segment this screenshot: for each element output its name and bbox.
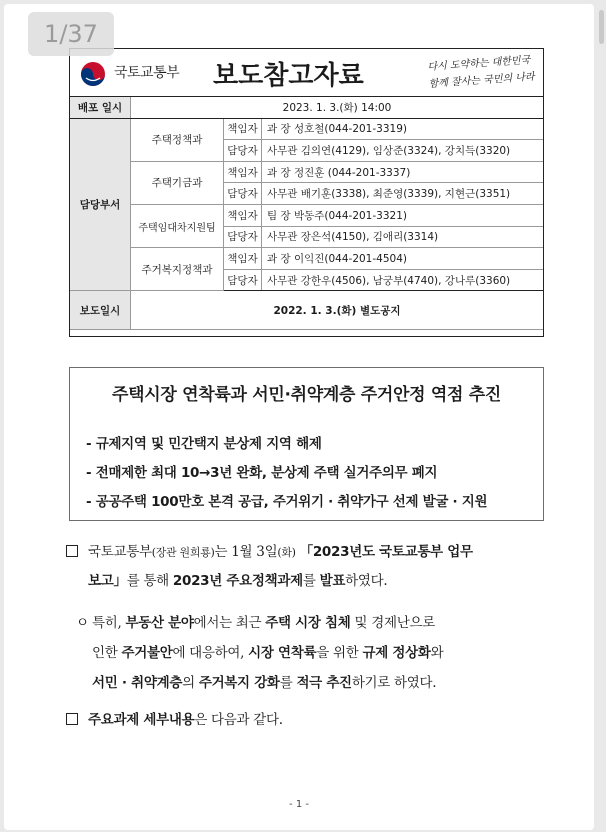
press-header [69, 48, 544, 97]
paragraph-line [76, 608, 443, 638]
text-run: 는 1월 3일 [214, 544, 278, 560]
text-run: 를 통해 [126, 573, 169, 589]
government-slogan [427, 51, 544, 93]
square-bullet-icon [66, 545, 78, 557]
square-bullet-icon [66, 713, 78, 725]
paragraph-details [66, 706, 283, 735]
document-page [4, 4, 594, 830]
distribution-label: 배포 일시 [70, 97, 131, 119]
circle-bullet-icon: ㅇ [76, 615, 89, 631]
contact-row [70, 118, 544, 140]
paragraph-announcement [66, 538, 473, 596]
contact-role: 책임자 [224, 161, 262, 183]
text-run: 특히, [92, 615, 122, 631]
paragraph-policy [76, 608, 443, 698]
departments-label: 담당부서 [70, 118, 131, 291]
text-run: 을 위한 [316, 645, 359, 661]
text-run-bold: 발표 [319, 573, 346, 589]
contact-row [70, 248, 544, 270]
department-name: 주택정책과 [131, 118, 224, 161]
contact-person: 사무관 강한우(4506), 남궁부(4740), 강나루(3360) [262, 269, 544, 291]
department-name: 주거복지정책과 [131, 248, 224, 291]
text-run: (화) [277, 546, 296, 559]
department-name: 주택기금과 [131, 161, 224, 204]
key-point: - 전매제한 최대 10→3년 완화, 분상제 주택 실거주의무 폐지 [86, 465, 438, 481]
text-run: 하였다. [345, 573, 388, 589]
scrollbar-thumb[interactable] [599, 10, 604, 44]
distribution-value: 2023. 1. 3.(화) 14:00 [131, 97, 544, 119]
contact-role: 담당자 [224, 183, 262, 205]
text-run: 하기로 하였다. [351, 675, 437, 691]
paragraph-line [76, 638, 443, 668]
slogan-line-2: 함께 잘사는 국민의 나라 [428, 71, 535, 90]
contact-person: 사무관 장은석(4150), 김애리(3314) [262, 226, 544, 248]
text-run-bold: 「2023년도 국토교통부 업무 [299, 544, 473, 560]
text-run: 에 대응하여, [172, 645, 245, 661]
text-run: 의 [182, 675, 195, 691]
paragraph-line [66, 567, 473, 596]
headline-box [69, 367, 544, 521]
paragraph-line [66, 538, 473, 567]
release-value: 2022. 1. 3.(화) 별도공지 [131, 291, 544, 330]
text-run-bold: 주거불안 [121, 645, 173, 661]
text-run: 를 [302, 573, 316, 589]
text-run: 은 다음과 같다. [194, 712, 283, 728]
contact-role: 책임자 [224, 204, 262, 226]
text-run-bold: 시장 연착륙 [248, 645, 317, 661]
page-number: - 1 - [289, 799, 309, 810]
key-point: - 공공주택 100만호 본격 공급, 주거위기 · 취약가구 선제 발굴 · 지원 [86, 494, 488, 510]
department-name: 주택임대차지원팀 [131, 204, 224, 247]
text-run-bold: 부동산 분야 [125, 615, 194, 631]
text-run: 및 경제난으로 [354, 615, 435, 631]
contact-person: 과 장 이익진(044-201-4504) [262, 248, 544, 270]
contact-person: 사무관 김의연(4129), 임상준(3324), 강치득(3320) [262, 140, 544, 162]
contact-role: 책임자 [224, 248, 262, 270]
text-run-bold: 2023년 주요정책과제 [172, 573, 303, 589]
text-run-bold: 주거복지 강화 [198, 675, 280, 691]
text-run: 를 [279, 675, 293, 691]
contact-role: 책임자 [224, 118, 262, 140]
text-run-bold: 규제 정상화 [362, 645, 431, 661]
contact-info-table [69, 96, 544, 330]
contact-person: 팀 장 박동주(044-201-3321) [262, 204, 544, 226]
text-run: (장관 원희룡) [151, 546, 215, 559]
document-type-title: 보도참고자료 [213, 61, 364, 91]
paragraph-line [76, 668, 443, 698]
text-run-bold: 주택 시장 침체 [265, 615, 351, 631]
contact-person: 사무관 배기훈(3338), 최준영(3339), 지현근(3351) [262, 183, 544, 205]
release-row [70, 291, 544, 330]
text-run: 에서는 최근 [193, 615, 262, 631]
contact-person: 과 장 성호철(044-201-3319) [262, 118, 544, 140]
key-point: - 규제지역 및 민간택지 분상제 지역 해제 [86, 436, 322, 452]
contact-row [70, 161, 544, 183]
release-label: 보도일시 [70, 291, 131, 330]
ministry-name: 국토교통부 [114, 65, 180, 81]
headline: 주택시장 연착륙과 서민·취약계층 주거안정 역점 추진 [112, 385, 501, 405]
key-points-list [86, 430, 487, 517]
text-run: 와 [430, 645, 444, 661]
text-run-bold: 적극 추진 [296, 675, 352, 691]
text-run-bold: 주요과제 세부내용 [88, 712, 195, 728]
text-run-bold: 서민 · 취약계층 [92, 675, 183, 691]
government-emblem-icon [80, 61, 106, 87]
text-run-bold: 보고」 [88, 573, 127, 589]
contact-role: 담당자 [224, 140, 262, 162]
slogan-line-1: 다시 도약하는 대한민국 [427, 54, 531, 74]
page-counter-badge: 1/37 [28, 12, 114, 56]
contact-role: 담당자 [224, 269, 262, 291]
text-run: 국토교통부 [88, 544, 152, 560]
contact-person: 과 장 정진훈 (044-201-3337) [262, 161, 544, 183]
contact-role: 담당자 [224, 226, 262, 248]
distribution-row [70, 97, 544, 119]
text-run: 인한 [92, 645, 118, 661]
contact-row [70, 204, 544, 226]
